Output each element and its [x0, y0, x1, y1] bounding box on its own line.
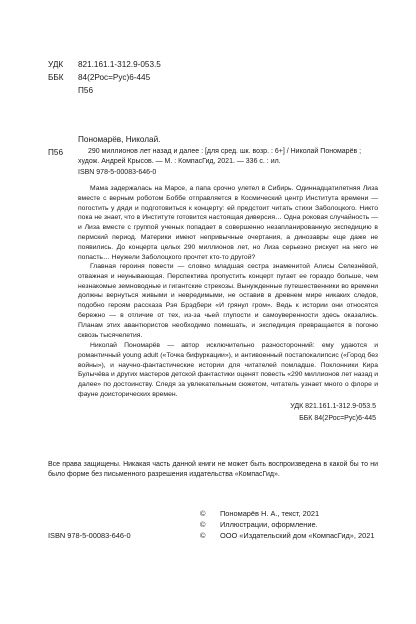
copyright-line-text — [200, 508, 319, 519]
copyright-symbol: © — [200, 509, 206, 518]
entry-mark: П56 — [48, 148, 63, 157]
annotation-paragraph-3: Николай Пономарёв — автор исключительно разносторонний: ему удаются и романтичный young adult («Точка бифуркации»), и антивоенный постапокалипсис («Город без войны»), и научно-фантастические истории для читателей помладше. Поклонники Кира Булычёва и других мастеров детской фантастики оценят повесть «290 миллионов лет назад и далее» по достоинству. Следя за увлекательным сюжетом, читатель узнает много о флоре и фауне доисторических времен. — [78, 342, 378, 398]
bbk-label: ББК — [48, 73, 64, 82]
udk-label: УДК — [48, 60, 64, 69]
isbn-line: ISBN 978-5-00083-646-0 — [78, 169, 157, 176]
copyright-symbol: © — [200, 531, 206, 540]
copyright-publisher: ООО «Издательский дом «КомпасГид», 2021 — [220, 531, 375, 540]
copyright-line-illustrations — [200, 519, 318, 530]
author-mark-top: П56 — [78, 86, 93, 95]
udk-value: 821.161.1-312.9-053.5 — [78, 60, 161, 69]
bbk-code-bottom: ББК 84(2Рос=Рус)6-445 — [299, 415, 376, 422]
rights-notice: Все права защищены. Никакая часть данной книги не может быть воспроизведена в какой бы то ни было форме без письменного разрешения издательства «КомпасГид». — [48, 461, 378, 478]
author-heading: Пономарёв, Николай. — [78, 135, 161, 144]
bbk-value: 84(2Рос=Рус)6-445 — [78, 73, 151, 82]
udk-row-top — [48, 58, 161, 71]
copyright-symbol: © — [200, 520, 206, 529]
author-mark-row-top — [48, 84, 93, 97]
annotation-paragraph-1: Мама задержалась на Марсе, а папа срочно улетел в Сибирь. Одиннадцатилетняя Лиза вместе с верным роботом Боббе отправляется в Космический центр Института времени — погостить у дяди и подготовиться к концерту: ей предстоит читать стихи Заболоцкого. Никто пока не знает, что в Институте готовится настоящая диверсия… Одна роковая случайность — и Лиза вместе с группой ученых попадает в совершенно незапланированную экспедицию в пермский период. Материки имеют непривычные очертания, а динозавры еще даже не появились. До концерта целых 290 миллионов лет, но Лиза серьезно рискует на него не попасть… Неужели Заболоцкого прочтет кто-то другой? — [78, 185, 378, 261]
isbn-bottom: ISBN 978-5-00083-646-0 — [48, 531, 131, 540]
bbk-row-top — [48, 71, 150, 84]
udk-code-bottom: УДК 821.161.1-312.9-053.5 — [290, 403, 376, 410]
biblio-description: 290 миллионов лет назад и далее : [для сред. шк. возр. : 6+] / Николай Пономарёв ; худож. Андрей Крысов. — М. : КомпасГид, 2021. — 336 с. : ил. — [78, 148, 362, 165]
copyright-line-publisher — [200, 530, 374, 541]
copyright-text: Пономарёв Н. А., текст, 2021 — [220, 509, 320, 518]
annotation-paragraph-2: Главная героиня повести — словно младшая сестра знаменитой Алисы Селезнёвой, отважная и неунывающая. Перспектива пропустить концерт пугает ее гораздо больше, чем незнакомые земноводные и гигантские стрекозы. Вынужденные путешественники во времени должны вернуться живыми и невредимыми, не оставив в древнем мире никаких следов, подобно героям рассказа Рэя Брэдбери «И грянул гром». Ведь к истории они относятся бережно — в отличие от тех, из-за чьей глупости и самоуверенности здесь оказались. Планам этих авантюристов необходимо помешать, и экспедиция превращается в погоню сквозь тысячелетия. — [78, 263, 378, 339]
copyright-illustrations: Иллюстрации, оформление. — [220, 520, 318, 529]
